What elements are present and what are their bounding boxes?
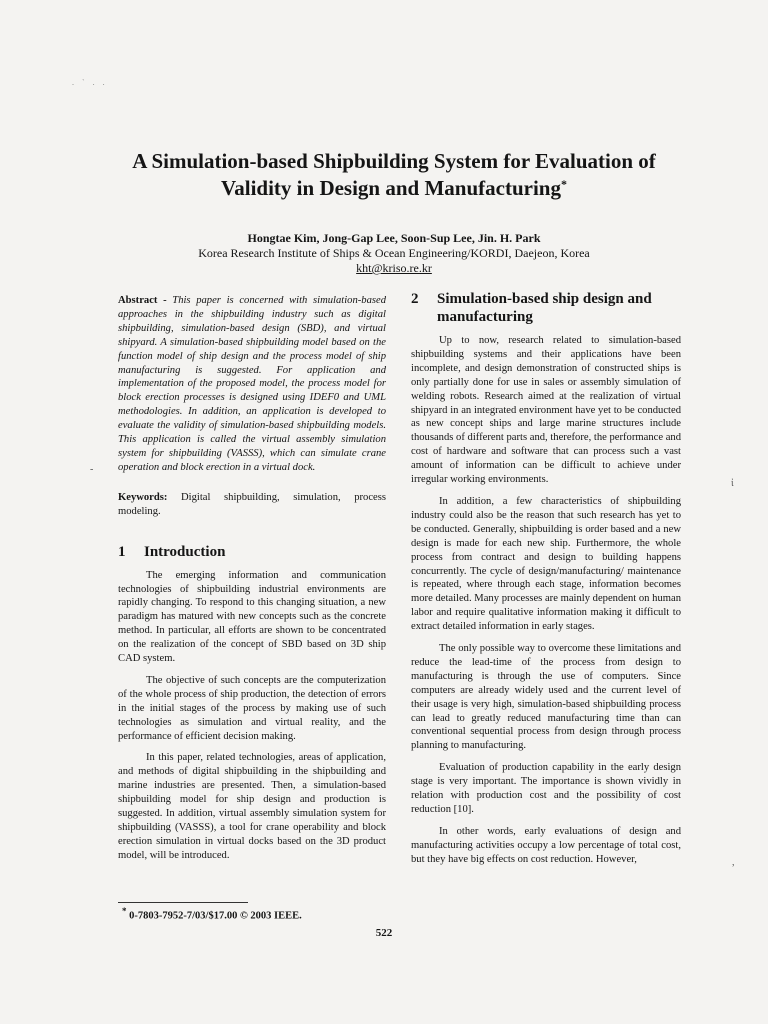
- author-affiliation: Korea Research Institute of Ships & Ocean Engineering/KORDI, Daejeon, Korea: [198, 246, 590, 260]
- paragraph: In this paper, related technologies, areas of application, and methods of digital shipbuilding in the shipbuilding and marine industries are presented. Then, a simulation-based shipbuilding model for ship design and production is suggested. In addition, virtual assembly simulation system for shipbuilding (VASSS), a tool for crane operability and block erection simulation in virtual docks based on the 3D product model, will be introduced.: [118, 752, 386, 861]
- section-heading-simulation: [411, 290, 681, 326]
- footnote: [122, 906, 302, 922]
- scan-specks: . ` . .: [72, 78, 108, 87]
- title-line-2: [80, 175, 708, 202]
- footnote-rule: [118, 902, 248, 903]
- author-email[interactable]: kht@kriso.re.kr: [356, 261, 432, 275]
- right-column: [411, 290, 681, 875]
- paragraph: In other words, early evaluations of design and manufacturing activities occupy a low percentage of total cost, but they have big effects on cost reduction. However,: [411, 825, 681, 865]
- abstract: [118, 294, 386, 475]
- section-heading-introduction: [118, 543, 386, 561]
- title-line-2-text: Validity in Design and Manufacturing: [221, 176, 561, 200]
- paragraph: Evaluation of production capability in the early design stage is very important. The importance is shown vividly in relation with production cost and the possibility of cost reduction [10].: [411, 762, 681, 815]
- margin-mark: ἰ: [731, 478, 734, 489]
- abstract-label: Abstract -: [118, 295, 167, 306]
- section-title: Simulation-based ship design and manufacturing: [437, 291, 652, 325]
- paragraph: Up to now, research related to simulation-based shipbuilding systems and their applications have been incomplete, and design demonstration of constructed ships is only partially done for use in sales or assembly simulation of welding robots. Research aimed at the realization of virtual shipyard in an integrated environment have yet to be conducted as new concept ships and large marine structures include thousands of different parts and, therefore, the performance and cost of hardware and software that can process such a vast amount of information can be difficult to achieve under irregular working environments.: [411, 335, 681, 486]
- paragraph: The emerging information and communication technologies of shipbuilding industrial environments are rapidly changing. To respond to this changing situation, a new paradigm has matured with new concepts such as the concrete method. In particular, all efforts are shown to be concentrated on the realization of the concept of SBD based on 3D ship CAD system.: [118, 569, 386, 665]
- title-line-1: A Simulation-based Shipbuilding System for Evaluation of: [132, 149, 656, 173]
- abstract-body: This paper is concerned with simulation-based approaches in the shipbuilding industry such as digital shipbuilding, simulation-based design (SBD), and virtual shipyard. A simulation-based shipbuilding model based on the function model of ship design and the process model of ship manufacturing is suggested. For application and implementation of the proposed model, the process model for block erection processes is designed using IDEF0 and UML methodologies. In addition, an application is developed to evaluate the validity of simulation-based shipbuilding models. This application is called the virtual assembly simulation system for shipbuilding (VASSS), which can simulate crane operation and block erection in a virtual dock.: [118, 295, 386, 473]
- paragraph: The only possible way to overcome these limitations and reduce the lead-time of the process from design to manufacturing is through the use of computers. Since computers are already widely used and the current level of their usage is very high, simulation-based shipbuilding process can lead to greatly reduced manufacturing time than can conventional sequential process from design through process planning to manufacturing.: [411, 643, 681, 752]
- keywords: [118, 491, 386, 519]
- section-number: 2: [411, 291, 419, 307]
- paragraph: The objective of such concepts are the computerization of the whole process of ship production, the detection of errors in the initial stages of the process by making use of such technologies as simulation and virtual reality, and the performance of efficient decision making.: [118, 674, 386, 742]
- paper-title: [80, 148, 708, 202]
- footnote-text: 0-7803-7952-7/03/$17.00 © 2003 IEEE.: [129, 910, 302, 922]
- margin-mark: -: [90, 464, 94, 475]
- author-names: Hongtae Kim, Jong-Gap Lee, Soon-Sup Lee, Jin. H. Park: [247, 231, 541, 245]
- keywords-body: Digital shipbuilding, simulation, process modeling.: [118, 491, 386, 517]
- author-block: [80, 231, 708, 276]
- section-title: Introduction: [144, 543, 226, 560]
- title-footnote-mark: *: [560, 177, 567, 191]
- margin-mark: ,: [732, 857, 735, 868]
- keywords-label: Keywords:: [118, 491, 168, 503]
- page-number: 522: [375, 927, 393, 939]
- paragraph: In addition, a few characteristics of shipbuilding industry could also be the reason that such research has yet to be conducted. Generally, shipbuilding is order based and a new design is made for each new ship. Furthermore, the whole process from contract and design to building happens concurrently. The cycle of design/manufacturing/ maintenance is repeated, where through each stage, information becomes more detailed. Many processes are mainly dependent on human labor and require qualitative information making it difficult to extract detailed information in early stages.: [411, 495, 681, 633]
- section-number: 1: [118, 543, 126, 560]
- left-column: [118, 294, 386, 871]
- footnote-mark: *: [122, 906, 127, 916]
